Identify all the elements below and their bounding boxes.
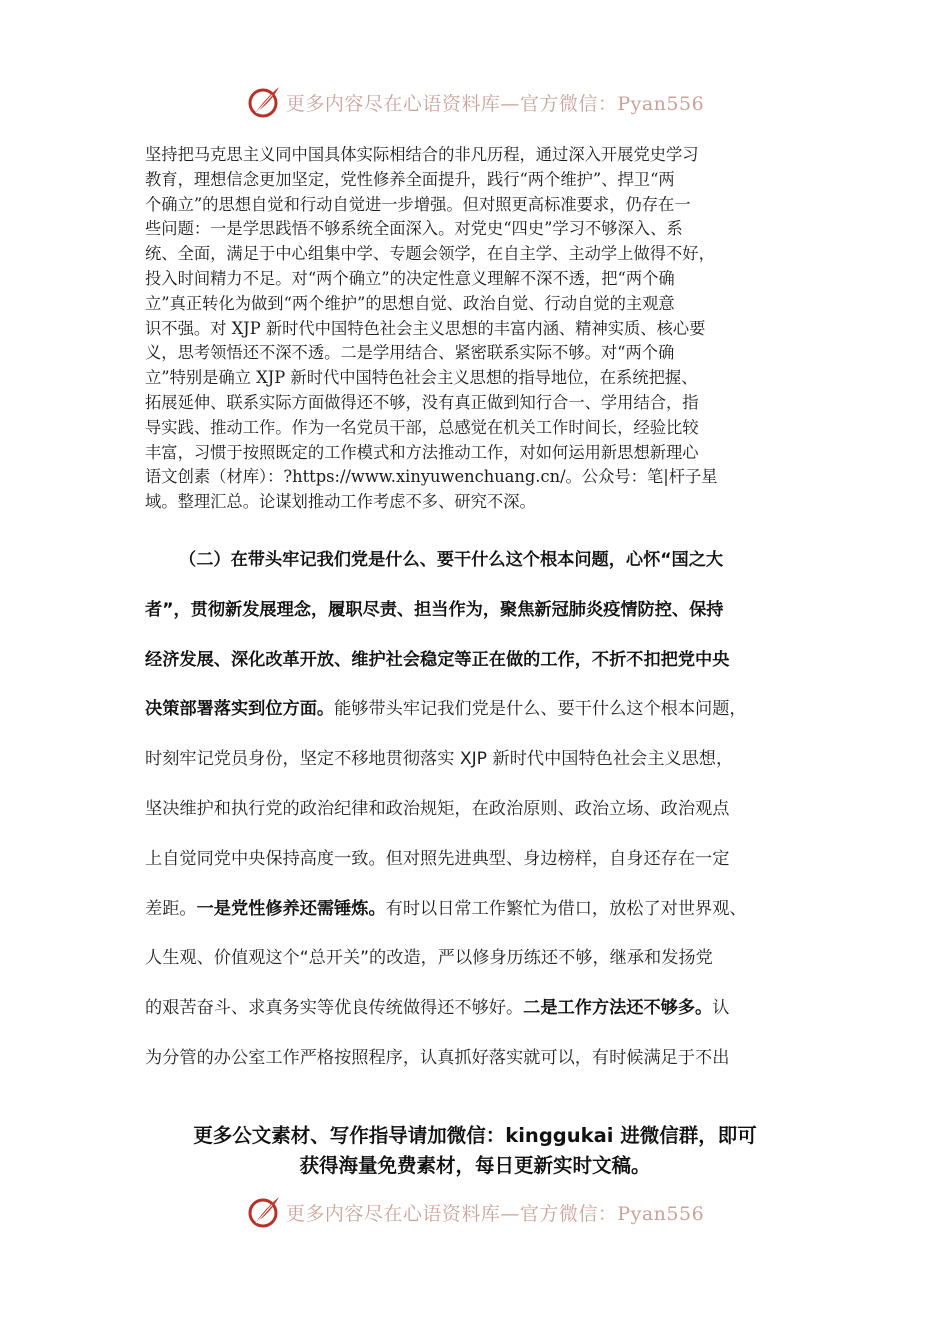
text-line: 语文创素（材库）：?https://www.xinyuwenchuang.cn/。公众号：笔|杆子星 <box>145 467 718 487</box>
text-line <box>145 885 810 935</box>
body-text: 能够带头牢记我们党是什么、要干什么这个根本问题， <box>334 699 747 720</box>
quill-logo-icon <box>246 84 282 120</box>
section-heading-line <box>145 586 810 636</box>
section-heading-text: （二）在带头牢记我们党是什么、要干什么这个根本问题，心怀“国之大 <box>179 550 724 570</box>
text-line: 些问题：一是学思践悟不够系统全面深入。对党史“四史”学习不够深入、系 <box>145 219 683 239</box>
point-heading-text: 二是工作方法还不够多。 <box>523 998 713 1019</box>
footer-promo-note <box>0 1121 950 1181</box>
section-heading-line <box>145 636 810 686</box>
body-paragraph-2 <box>145 536 810 1084</box>
quill-logo-icon <box>246 1194 282 1230</box>
text-line: 坚持把马克思主义同中国具体实际相结合的非凡历程，通过深入开展党史学习 <box>145 145 699 164</box>
text-line: 投入时间精力不足。对“两个确立”的决定性意义理解不深不透，把“两个确 <box>145 268 675 288</box>
text-line: 识不强。对 XJP 新时代中国特色社会主义思想的丰富内涵、精神实质、核心要 <box>145 318 706 338</box>
section-heading-text: 者”，贯彻新发展理念，履职尽责、担当作为，聚焦新冠肺炎疫情防控、保持 <box>145 599 724 620</box>
section-heading-text: 决策部署落实到位方面。 <box>145 699 335 720</box>
section-heading-line <box>145 536 810 586</box>
text-line: 立”特别是确立 XJP 新时代中国特色社会主义思想的指导地位，在系统把握、 <box>145 368 698 388</box>
text-line: 统、全面，满足于中心组集中学、专题会领学，在自主学、主动学上做得不好， <box>145 244 715 264</box>
section-heading-text: 经济发展、深化改革开放、维护社会稳定等正在做的工作，不折不扣把党中央 <box>145 649 730 670</box>
footer-banner-text: 更多内容尽在心语资料库—官方微信：Pyan556 <box>285 1202 705 1225</box>
body-paragraph-1 <box>145 143 805 515</box>
text-line: 时刻牢记党员身份，坚定不移地贯彻落实 XJP 新时代中国特色社会主义思想， <box>145 749 734 770</box>
text-line: 立”真正转化为做到“两个维护”的思想自觉、政治自觉、行动自觉的主观意 <box>145 293 675 313</box>
footer-promo-line-2: 获得海量免费素材，每日更新实时文稿。 <box>299 1154 651 1177</box>
footer-promo-line-1: 更多公文素材、写作指导请加微信：kinggukai 进微信群，即可 <box>193 1124 757 1147</box>
footer-banner <box>0 1190 950 1234</box>
text-line: 义，思考领悟还不深不透。二是学用结合、紧密联系实际不够。对“两个确 <box>145 343 675 363</box>
text-line: 教育，理想信念更加坚定，党性修养全面提升，践行“两个维护”、捍卫“两 <box>145 169 675 189</box>
header-banner-text: 更多内容尽在心语资料库—官方微信：Pyan556 <box>285 92 705 115</box>
text-line <box>145 984 810 1034</box>
text-line: 上自觉同党中央保持高度一致。但对照先进典型、身边榜样，自身还存在一定 <box>145 848 730 869</box>
text-line: 域。整理汇总。论谋划推动工作考虑不多、研究不深。 <box>145 492 536 512</box>
header-banner <box>0 80 950 124</box>
text-line: 丰富，习惯于按照既定的工作模式和方法推动工作，对如何运用新思想新理心 <box>145 442 699 462</box>
body-text: 的艰苦奋斗、求真务实等优良传统做得还不够好。 <box>145 998 524 1019</box>
text-line: 拓展延伸、联系实际方面做得还不够，没有真正做到知行合一、学用结合，指 <box>145 392 699 412</box>
body-text: 认 <box>712 998 730 1019</box>
point-heading-text: 一是党性修养还需锤炼。 <box>196 898 386 919</box>
text-line: 为分管的办公室工作严格按照程序，认真抓好落实就可以，有时候满足于不出 <box>145 1047 730 1068</box>
text-line: 坚决维护和执行党的政治纪律和政治规矩，在政治原则、政治立场、政治观点 <box>145 798 730 819</box>
text-line: 人生观、价值观这个“总开关”的改造，严以修身历练还不够，继承和发扬党 <box>145 948 713 969</box>
text-line: 个确立”的思想自觉和行动自觉进一步增强。但对照更高标准要求，仍存在一 <box>145 194 691 214</box>
text-line: 导实践、推动工作。作为一名党员干部，总感觉在机关工作时间长，经验比较 <box>145 417 699 437</box>
text-line <box>145 685 810 735</box>
body-text: 差距。 <box>145 898 197 919</box>
body-text: 有时以日常工作繁忙为借口，放松了对世界观、 <box>385 898 747 919</box>
